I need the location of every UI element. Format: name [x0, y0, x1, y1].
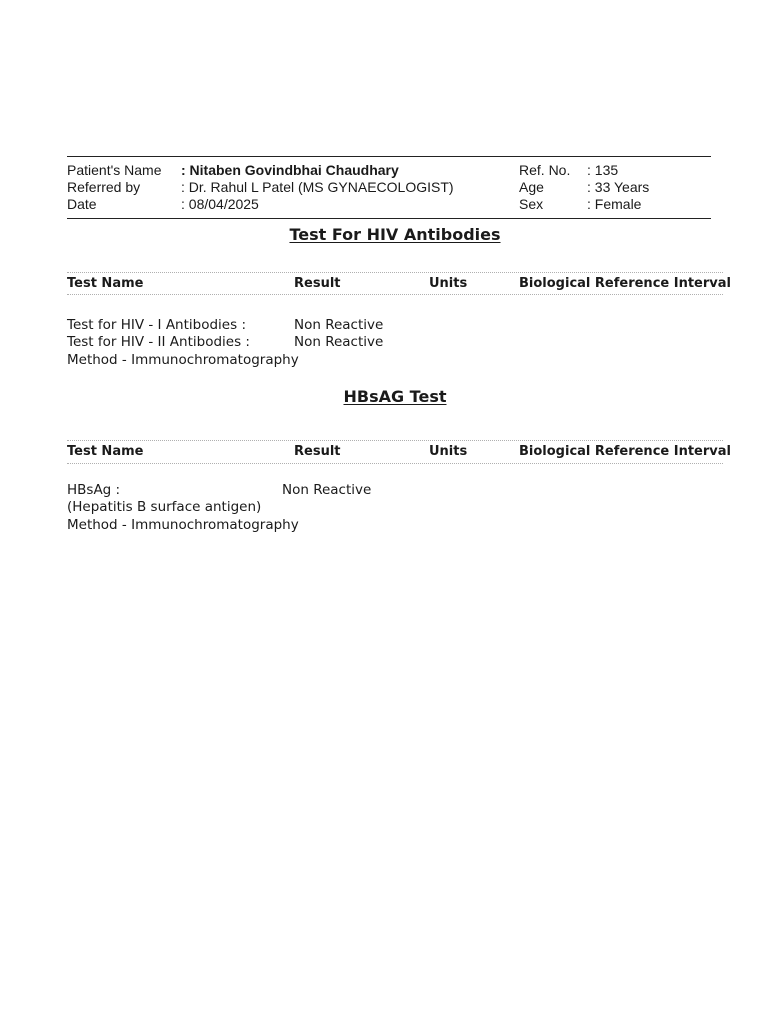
hiv-col-units: Units — [429, 276, 468, 291]
hbsag-col-test-name: Test Name — [67, 444, 144, 459]
date-value: : 08/04/2025 — [181, 196, 259, 212]
hiv-1-test-name: Test for HIV - I Antibodies : — [67, 317, 246, 333]
hiv-2-test-name: Test for HIV - II Antibodies : — [67, 334, 250, 350]
hiv-table-top-rule — [67, 272, 723, 273]
header-top-rule — [67, 156, 711, 157]
hiv-2-result: Non Reactive — [294, 334, 384, 350]
hiv-section-title: Test For HIV Antibodies — [289, 225, 501, 244]
hiv-table-header-rule — [67, 294, 723, 295]
hbsag-col-result: Result — [294, 444, 341, 459]
age-label: Age — [519, 179, 544, 195]
referred-by-label: Referred by — [67, 179, 141, 195]
hiv-col-test-name: Test Name — [67, 276, 144, 291]
ref-no-value: : 135 — [587, 162, 619, 178]
hbsag-full-name: (Hepatitis B surface antigen) — [67, 499, 262, 515]
hbsag-table-top-rule — [67, 440, 723, 441]
hbsag-result: Non Reactive — [282, 482, 372, 498]
hiv-col-result: Result — [294, 276, 341, 291]
patient-name-label: Patient's Name — [67, 162, 162, 178]
hiv-1-result: Non Reactive — [294, 317, 384, 333]
hbsag-section-title: HBsAG Test — [343, 387, 447, 406]
referred-by-value: : Dr. Rahul L Patel (MS GYNAECOLOGIST) — [181, 179, 454, 195]
hbsag-method: Method - Immunochromatography — [67, 517, 299, 533]
hbsag-col-units: Units — [429, 444, 468, 459]
date-label: Date — [67, 196, 97, 212]
ref-no-label: Ref. No. — [519, 162, 571, 178]
sex-label: Sex — [519, 196, 544, 212]
header-bottom-rule — [67, 218, 711, 219]
hiv-method: Method - Immunochromatography — [67, 352, 299, 368]
hiv-col-reference: Biological Reference Interval — [519, 276, 731, 291]
age-value: : 33 Years — [587, 179, 650, 195]
patient-name-value: : Nitaben Govindbhai Chaudhary — [181, 162, 399, 178]
sex-value: : Female — [587, 196, 642, 212]
hbsag-table-header-rule — [67, 463, 723, 464]
hbsag-test-name: HBsAg : — [67, 482, 121, 498]
hbsag-col-reference: Biological Reference Interval — [519, 444, 731, 459]
